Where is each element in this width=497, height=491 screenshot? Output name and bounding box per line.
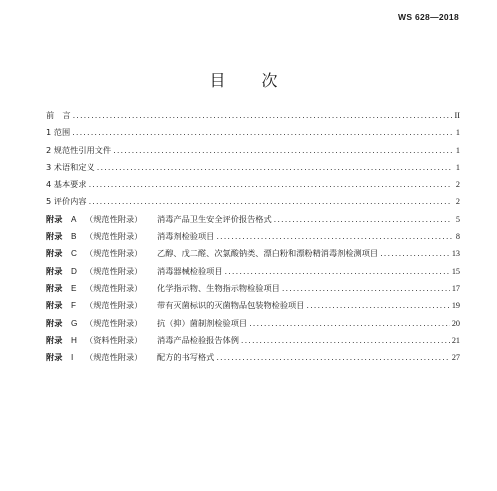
appendix-kind: （规范性附录） <box>85 265 143 276</box>
dot-leader <box>73 107 452 124</box>
toc-entry-label: 乙醇、戊二醛、次氯酸钠类、漂白粉和漂粉精消毒剂检测项目 <box>157 248 379 259</box>
toc-entry-appendix-f[interactable] <box>46 297 460 314</box>
toc-page-number: 1 <box>455 145 460 155</box>
appendix-letter: C <box>71 249 77 259</box>
dot-leader <box>216 349 449 366</box>
toc-page-number: 17 <box>451 283 460 293</box>
toc-entry-appendix-g[interactable] <box>46 315 460 332</box>
toc-page-number: 2 <box>455 180 460 190</box>
toc-entry-label: 2 规范性引用文件 <box>46 144 112 155</box>
toc-entry-label: 带有灭菌标识的灭菌物品包装物检验项目 <box>157 300 305 311</box>
toc-entry-evaluation-content[interactable] <box>46 193 460 210</box>
appendix-letter: E <box>71 283 77 293</box>
toc-page-number: II <box>454 111 460 120</box>
dot-leader <box>380 245 450 262</box>
dot-leader <box>306 297 449 314</box>
toc-entry-label: 抗（抑）菌制剂检验项目 <box>157 317 248 328</box>
appendix-kind: （规范性附录） <box>85 300 143 311</box>
toc-entry-label: 配方的书写格式 <box>157 352 215 363</box>
toc-page-number: 8 <box>455 232 460 242</box>
dot-leader <box>97 159 452 176</box>
appendix-kind: （规范性附录） <box>85 352 143 363</box>
appendix-letter: D <box>71 266 77 276</box>
toc-page-number: 5 <box>455 214 460 224</box>
appendix-prefix: 附录 <box>46 317 63 328</box>
toc-entry-appendix-c[interactable] <box>46 245 460 262</box>
appendix-kind: （规范性附录） <box>85 213 143 224</box>
dot-leader <box>249 315 450 332</box>
dot-leader <box>89 176 452 193</box>
toc-entry-appendix-d[interactable] <box>46 263 460 280</box>
toc-entry-label: 1 范围 <box>46 127 71 138</box>
toc-page-number: 13 <box>451 249 460 259</box>
dot-leader <box>225 263 450 280</box>
toc-page-number: 2 <box>455 197 460 207</box>
toc-entry-label: 化学指示物、生物指示物检验项目 <box>157 282 280 293</box>
toc-entry-appendix-b[interactable] <box>46 228 460 245</box>
appendix-kind: （规范性附录） <box>85 282 143 293</box>
appendix-letter: H <box>71 335 77 345</box>
toc-entry-terms-definitions[interactable] <box>46 159 460 176</box>
toc-entry-basic-requirements[interactable] <box>46 176 460 193</box>
toc-entry-appendix-a[interactable] <box>46 211 460 228</box>
page-title: 目 次 <box>209 71 288 90</box>
appendix-prefix: 附录 <box>46 248 63 259</box>
dot-leader <box>113 142 452 159</box>
appendix-prefix: 附录 <box>46 213 63 224</box>
toc-entry-normative-references[interactable] <box>46 142 460 159</box>
appendix-letter: B <box>71 232 77 242</box>
toc-entry-label: 5 评价内容 <box>46 196 87 207</box>
toc-page-number: 27 <box>451 353 460 363</box>
toc-entry-label: 消毒产品卫生安全评价报告格式 <box>157 213 272 224</box>
dot-leader <box>72 124 452 141</box>
appendix-kind: （规范性附录） <box>85 231 143 242</box>
toc-entry-label: 3 术语和定义 <box>46 161 95 172</box>
standard-code: WS 628—2018 <box>398 12 459 22</box>
appendix-letter: F <box>71 301 77 311</box>
appendix-prefix: 附录 <box>46 352 63 363</box>
appendix-prefix: 附录 <box>46 231 63 242</box>
dot-leader <box>216 228 452 245</box>
appendix-kind: （规范性附录） <box>85 248 143 259</box>
toc-page-number: 1 <box>455 162 460 172</box>
appendix-letter: G <box>71 318 78 328</box>
appendix-prefix: 附录 <box>46 300 63 311</box>
table-of-contents <box>46 107 460 366</box>
toc-page-number: 21 <box>451 335 460 345</box>
toc-page-number: 20 <box>451 318 460 328</box>
toc-entry-scope[interactable] <box>46 124 460 141</box>
appendix-letter: I <box>71 353 74 363</box>
toc-entry-label: 消毒剂检验项目 <box>157 231 215 242</box>
dot-leader <box>282 280 450 297</box>
dot-leader <box>241 332 450 349</box>
toc-entry-appendix-e[interactable] <box>46 280 460 297</box>
toc-entry-label: 4 基本要求 <box>46 179 87 190</box>
toc-entry-label: 消毒器械检验项目 <box>157 265 223 276</box>
toc-entry-label: 前 言 <box>46 110 71 120</box>
dot-leader <box>274 211 452 228</box>
toc-entry-label: 消毒产品检验报告体例 <box>157 334 239 345</box>
appendix-prefix: 附录 <box>46 334 63 345</box>
dot-leader <box>89 193 452 210</box>
toc-entry-appendix-h[interactable] <box>46 332 460 349</box>
appendix-kind: （规范性附录） <box>85 317 143 328</box>
toc-page-number: 15 <box>451 266 460 276</box>
appendix-prefix: 附录 <box>46 265 63 276</box>
toc-entry-foreword[interactable] <box>46 107 460 124</box>
appendix-kind: （资料性附录） <box>85 334 143 345</box>
toc-page-number: 1 <box>455 128 460 138</box>
toc-entry-appendix-i[interactable] <box>46 349 460 366</box>
appendix-prefix: 附录 <box>46 282 63 293</box>
appendix-letter: A <box>71 214 77 224</box>
toc-page-number: 19 <box>451 301 460 311</box>
